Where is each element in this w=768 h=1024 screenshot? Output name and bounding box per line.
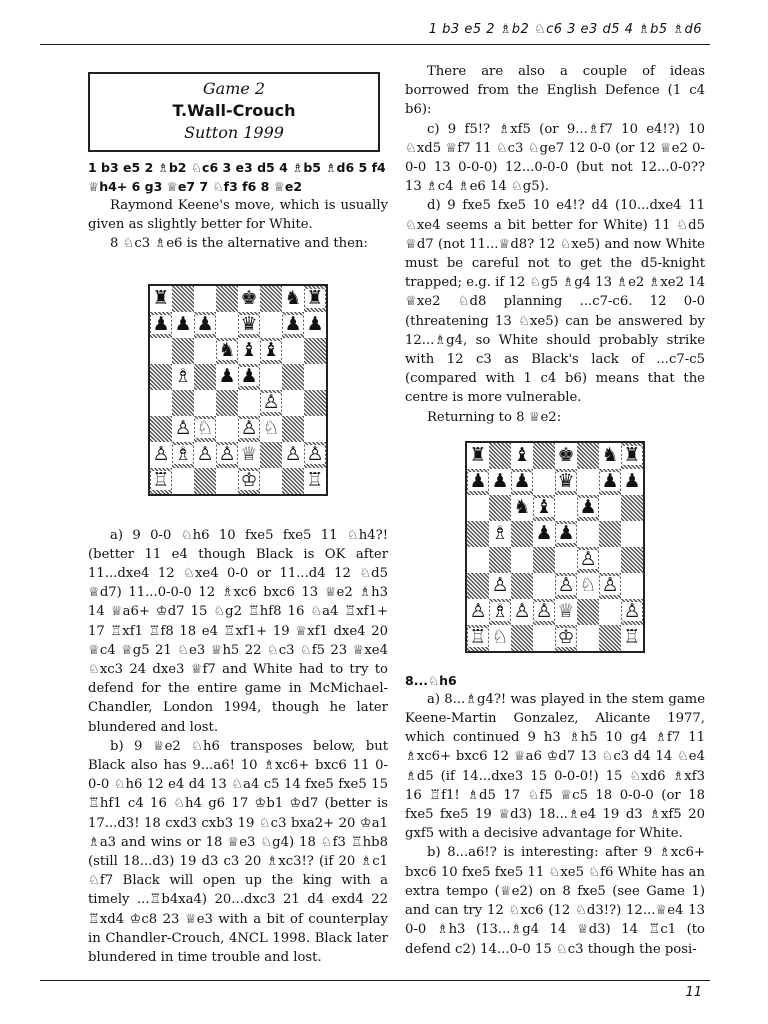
board-square [555,599,577,625]
board-square [304,468,326,494]
board-square [511,521,533,547]
board-square [150,468,172,494]
chess-piece: ♗ [491,600,509,623]
board-square [533,625,555,651]
chess-piece: ♙ [557,574,575,597]
board-square [533,547,555,573]
board-square [216,442,238,468]
chess-piece: ♘ [262,417,280,440]
chess-piece: ♝ [262,339,280,362]
board-square [533,443,555,469]
board-square [599,495,621,521]
chess-piece: ♕ [240,443,258,466]
board-square [599,547,621,573]
board-square [577,443,599,469]
chess-piece: ♝ [513,444,531,467]
board-square [216,468,238,494]
paragraph-line-b: b) 9 ♕e2 ♘h6 transposes below, but Black also has 9...a6! 10 ♗xc6+ bxc6 11 0-0-0 ♘h6 12 e4 d4 13 ♘a4 c5 14 fxe5 fxe5 15 ♖hf1 c4 16 ♘h4 g6 17 ♔b1 ♔d7 (better is 17...d3! 18 cxd3 cxb3 19 ♘c3 bxa2+ 20 ♔a1 ♗a3 and wins or 18 ♕e3 ♘g4) 18 ♘f3 ♖hb8 (still 18...d3) 19 d3 c3 20 ♗xc3!? (if 20 ♗c1 ♘f7 Black will open up the king with a timely ...♖b4xa4) 20...dxc3 21 d4 exd4 22 ♖xd4 ♔c8 23 ♕e3 with a bit of counterplay in Chandler-Crouch, 4NCL 1998. Black later blundered in time trouble and lost. [88,738,388,966]
left-column [88,62,388,967]
board-square [216,364,238,390]
chess-piece: ♞ [601,444,619,467]
board-square [194,468,216,494]
board-square [577,495,599,521]
board-square [304,338,326,364]
paragraph-returning: Returning to 8 ♕e2: [427,409,562,425]
board-square [577,599,599,625]
chess-piece: ♛ [557,470,575,493]
board-square [282,312,304,338]
chess-piece: ♟ [469,470,487,493]
chess-piece: ♟ [557,522,575,545]
game-players: T.Wall-Crouch [172,101,296,120]
board-square [216,338,238,364]
board-square [467,443,489,469]
board-square [467,469,489,495]
board-square [467,599,489,625]
chess-piece: ♟ [152,313,170,336]
board-square [172,364,194,390]
board-square [467,495,489,521]
board-square [150,338,172,364]
board-square [577,469,599,495]
board-square [260,364,282,390]
board-square [150,364,172,390]
chess-piece: ♜ [469,444,487,467]
board-square [194,416,216,442]
board-square [489,547,511,573]
board-square [282,442,304,468]
chess-piece: ♟ [284,313,302,336]
board-square [533,469,555,495]
board-square [511,469,533,495]
board-square [150,312,172,338]
board-square [172,390,194,416]
board-square [621,521,643,547]
main-line-moves: 1 b3 e5 2 ♗b2 ♘c6 3 e3 d5 4 ♗b5 ♗d6 5 f4 ♕h4+ 6 g3 ♕e7 7 ♘f3 f6 8 ♕e2 [88,160,386,194]
chess-piece: ♖ [623,626,641,649]
board-square [260,312,282,338]
chess-piece: ♟ [196,313,214,336]
board-square [555,547,577,573]
board-square [511,599,533,625]
board-square [599,521,621,547]
board-square [621,469,643,495]
board-square [194,338,216,364]
game-event: Sutton 1999 [184,123,284,142]
board-square [216,312,238,338]
paragraph-line-c: c) 9 f5!? ♗xf5 (or 9...♗f7 10 e4!?) 10 ♘xd5 ♕f7 11 ♘c3 ♘ge7 12 0-0 (or 12 ♕e2 0-0-0 13 0-0-0) 12...0-0-0 (but not 12...0-0?? 13 ♗c4 ♗e6 14 ♘g5). [405,121,705,195]
chess-piece: ♟ [601,470,619,493]
chess-piece: ♟ [240,365,258,388]
chess-piece: ♞ [513,496,531,519]
board-square [467,573,489,599]
board-square [172,312,194,338]
chess-piece: ♗ [491,522,509,545]
chess-piece: ♗ [174,443,192,466]
board-square [533,521,555,547]
board-square [533,599,555,625]
board-square [238,286,260,312]
right-column [405,62,705,959]
board-square [172,416,194,442]
chess-piece: ♖ [306,469,324,492]
board-square [282,338,304,364]
board-square [511,625,533,651]
chess-piece: ♜ [306,287,324,310]
chess-piece: ♙ [579,548,597,571]
chess-piece: ♞ [218,339,236,362]
board-square [511,495,533,521]
diagram-1-wrap [88,284,388,496]
board-square [282,286,304,312]
board-square [555,443,577,469]
board-square [621,599,643,625]
board-square [489,443,511,469]
board-square [172,338,194,364]
board-square [599,573,621,599]
game-number: Game 2 [202,79,266,98]
board-square [533,573,555,599]
chess-diagram-2 [465,441,645,653]
board-square [238,468,260,494]
paragraph-8b: b) 8...a6!? is interesting: after 9 ♗xc6+ bxc6 10 fxe5 fxe5 11 ♘xe5 ♘f6 White has an extra tempo (♕e2) on 8 fxe5 (see Game 1) and can try 12 ♘xc6 (12 ♘d3!?) 12...♕e4 13 0-0 ♗h3 (13...♗g4 14 ♕d3) 14 ♖c1 (to defend c2) 14...0-0 15 ♘c3 though the posi- [405,845,705,957]
board-square [282,364,304,390]
chess-piece: ♙ [174,417,192,440]
chess-piece: ♖ [152,469,170,492]
board-square [260,390,282,416]
chess-piece: ♜ [623,444,641,467]
board-square [599,443,621,469]
chess-piece: ♜ [152,287,170,310]
board-square [599,625,621,651]
paragraph-line-d: d) 9 fxe5 fxe5 10 e4!? d4 (10...dxe4 11 ♘xe4 seems a bit better for White) 11 ♘d5 ♕d7 (not 11...♕d8? 12 ♘xe5) and now White must be careful not to get the d5-knight trapped; e.g. if 12 ♘g5 ♗g4 13 ♗e2 ♗xe2 14 ♕xe2 ♘d8 planning ...c7-c6. 12 0-0 (threatening 13 ♘xe5) can be answered by 12...♗g4, so White should probably strike with 12 c3 as Black's lack of ...c7-c5 (compared with 1 c4 b6) means that the centre is more vulnerable. [405,198,705,406]
board-square [238,390,260,416]
board-square [511,443,533,469]
chess-piece: ♙ [491,574,509,597]
board-square [238,442,260,468]
chess-piece: ♘ [579,574,597,597]
board-square [489,469,511,495]
board-square [599,599,621,625]
chess-piece: ♗ [174,365,192,388]
running-title: 1 b3 e5 2 ♗b2 ♘c6 3 e3 d5 4 ♗b5 ♗d6 [428,22,702,37]
board-square [194,390,216,416]
board-square [150,286,172,312]
board-square [467,625,489,651]
chess-piece: ♙ [623,600,641,623]
game-title-box [88,72,380,152]
chess-piece: ♟ [579,496,597,519]
chess-piece: ♟ [535,522,553,545]
board-square [599,469,621,495]
board-square [489,573,511,599]
board-square [260,442,282,468]
board-square [577,573,599,599]
board-square [282,468,304,494]
chess-piece: ♙ [535,600,553,623]
chess-piece: ♟ [513,470,531,493]
board-square [260,468,282,494]
board-square [172,468,194,494]
board-square [511,547,533,573]
board-square [467,521,489,547]
board-square [577,521,599,547]
board-square [304,312,326,338]
board-square [216,286,238,312]
board-square [621,547,643,573]
board-square [467,547,489,573]
board-square [194,364,216,390]
chess-piece: ♔ [240,469,258,492]
board-square [194,286,216,312]
chess-piece: ♔ [557,626,575,649]
chess-piece: ♕ [557,600,575,623]
chess-piece: ♙ [601,574,619,597]
chess-piece: ♞ [284,287,302,310]
board-square [489,495,511,521]
board-square [489,625,511,651]
board-square [304,416,326,442]
page-number: 11 [685,985,702,1000]
board-square [304,364,326,390]
board-square [194,312,216,338]
chess-diagram-1 [148,284,328,496]
chess-piece: ♙ [196,443,214,466]
board-square [238,338,260,364]
board-square [304,390,326,416]
board-square [282,390,304,416]
chess-piece: ♙ [306,443,324,466]
board-square [216,416,238,442]
diagram-2-wrap [405,441,705,653]
board-square [555,469,577,495]
board-square [304,286,326,312]
chess-piece: ♛ [240,313,258,336]
chess-piece: ♚ [240,287,258,310]
chess-piece: ♟ [174,313,192,336]
board-square [260,286,282,312]
chess-piece: ♙ [513,600,531,623]
chess-piece: ♙ [218,443,236,466]
board-square [304,442,326,468]
board-square [150,416,172,442]
paragraph-8a: a) 8...♗g4?! was played in the stem game Keene-Martin Gonzalez, Alicante 1977, which continued 9 h3 ♗h5 10 g4 ♗f7 11 ♗xc6+ bxc6 12 ♕a6 ♔d7 13 ♘c3 d4 14 ♘e4 ♗d5 (if 14...dxe3 15 0-0-0!) 15 ♘xd6 ♗xf3 16 ♖f1! ♗d5 17 ♘f5 ♕c5 18 0-0-0 (or 18 fxe5 fxe5 19 ♕d3) 18...♗e4 19 d3 ♗xf5 20 gxf5 with a decisive advantage for White. [405,691,705,842]
board-square [194,442,216,468]
board-square [282,416,304,442]
chess-piece: ♚ [557,444,575,467]
board-square [238,416,260,442]
chess-piece: ♙ [469,600,487,623]
board-square [150,390,172,416]
chess-piece: ♙ [152,443,170,466]
board-square [533,495,555,521]
paragraph-alternative: 8 ♘c3 ♗e6 is the alternative and then: [110,236,368,252]
board-square [216,390,238,416]
chess-piece: ♟ [306,313,324,336]
board-square [489,521,511,547]
board-square [577,625,599,651]
board-square [150,442,172,468]
chess-piece: ♝ [535,496,553,519]
paragraph-english-defence: There are also a couple of ideas borrowed from the English Defence (1 c4 b6): [405,64,705,118]
board-square [489,599,511,625]
board-square [621,495,643,521]
board-square [172,286,194,312]
board-square [238,312,260,338]
board-square [555,573,577,599]
chess-piece: ♟ [218,365,236,388]
chess-piece: ♟ [623,470,641,493]
chess-piece: ♟ [491,470,509,493]
chess-piece: ♝ [240,339,258,362]
chess-piece: ♙ [262,391,280,414]
board-square [172,442,194,468]
board-square [555,625,577,651]
move-heading: 8...♘h6 [405,672,457,688]
board-square [555,495,577,521]
board-square [621,443,643,469]
paragraph-keene-move: Raymond Keene's move, which is usually given as slightly better for White. [88,198,388,233]
running-header [40,20,710,45]
chess-piece: ♘ [491,626,509,649]
board-square [577,547,599,573]
board-square [238,364,260,390]
board-square [511,573,533,599]
chess-piece: ♙ [240,417,258,440]
chess-piece: ♙ [284,443,302,466]
paragraph-line-a: a) 9 0-0 ♘h6 10 fxe5 fxe5 11 ♘h4?! (better 11 e4 though Black is OK after 11...dxe4 12 ♘xe4 0-0 or 11...d4 12 ♘d5 ♕d7) 11...0-0-0 12 ♗xc6 bxc6 13 ♕e2 ♗h3 14 ♕a6+ ♔d7 15 ♘g2 ♖hf8 16 ♘a4 ♖xf1+ 17 ♖xf1 ♖f8 18 e4 ♖xf1+ 19 ♕xf1 dxe4 20 ♕c4 ♕g5 21 ♘e3 ♕h5 22 ♘c3 ♘f5 23 ♕xe4 ♘xc3 24 dxe3 ♕f7 and White had to try to defend for the entire game in McMichael-Chandler, London 1994, though he later blundered and lost. [88,527,388,735]
board-square [621,625,643,651]
board-square [555,521,577,547]
page-footer [40,980,710,1000]
board-square [260,416,282,442]
chess-piece: ♘ [196,417,214,440]
board-square [621,573,643,599]
chess-piece: ♖ [469,626,487,649]
board-square [260,338,282,364]
